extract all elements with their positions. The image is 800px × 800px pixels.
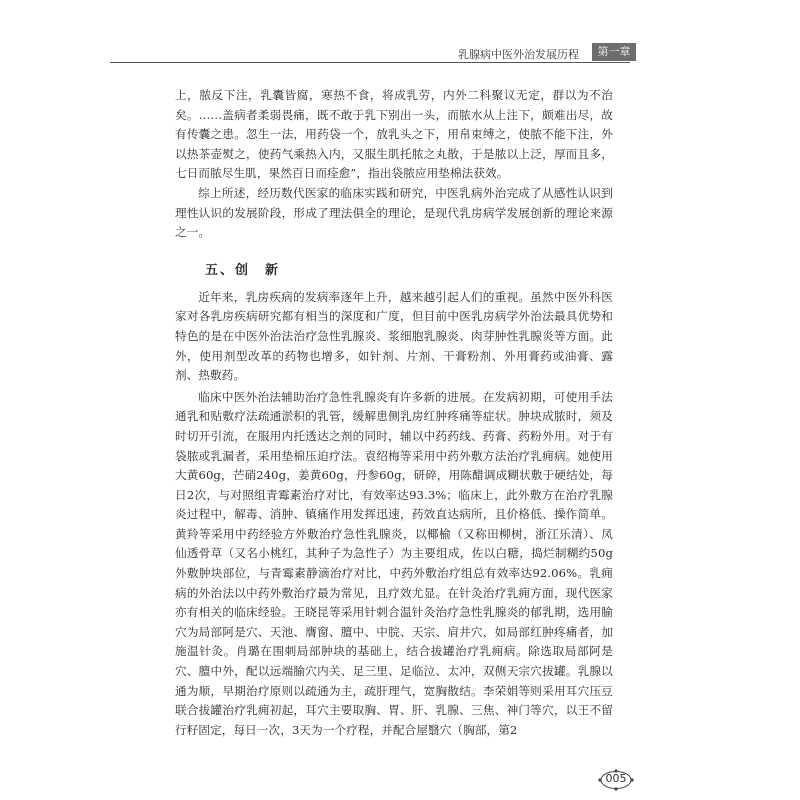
chapter-badge: 第一章: [592, 43, 636, 61]
running-header-title: 乳腺病中医外治发展历程: [458, 48, 579, 61]
paragraph-2: 综上所述，经历数代医家的临床实践和研究，中医乳病外治完成了从感性认识到理性认识的发展阶段，形成了理法俱全的理论，是现代乳房病学发展创新的理论来源之一。: [175, 185, 613, 240]
paragraph-1: 上，脓反下注，乳囊皆腐，寒热不食，将成乳劳，内外二科聚议无定，群以为不治矣。……盖病者柔弱畏痛，既不敢于乳下别出一头，而脓水从上注下，颇难出尽，故有传囊之患。忽生一法，用药袋一个，放乳头之下，用帛束缚之，使脓不能下注，外以热茶壶熨之，使药气乘热入内，又服生肌托脓之丸散，于是脓以上泛，厚而且多，七日而脓尽生肌，果然百日而痊愈”，指出袋脓应用垫棉法获效。: [175, 88, 613, 181]
page-number: 005: [605, 772, 627, 785]
page-body: [175, 86, 613, 740]
section-heading: 五、创 新: [205, 262, 281, 278]
paragraph-3: 近年来，乳房疾病的发病率逐年上升，越来越引起人们的重视。虽然中医外科医家对各乳房疾病研究都有相当的深度和广度，但目前中医乳房病学外治法最具优势和特色的是在中医外治法治疗急性乳腺炎、浆细胞乳腺炎、肉芽肿性乳腺炎等方面。此外，使用剂型改革的药物也增多，如针剂、片剂、干膏粉剂、外用膏药或油膏、露剂、热敷药。: [175, 289, 613, 383]
page-number-badge: [596, 769, 636, 791]
paragraph-4: 临床中医外治法辅助治疗急性乳腺炎有许多新的进展。在发病初期，可使用手法通乳和贴敷疗法疏通淤积的乳管，缓解患侧乳房红肿疼痛等症状。肿块成脓时，须及时切开引流，在服用内托透达之剂的同时，辅以中药药线、药膏、药粉外用。对于有袋脓或乳漏者，采用垫棉压迫疗法。袁绍梅等采用中药外敷方法治疗乳痈病。她使用大黄60g，芒硝240g，姜黄60g，丹参60g，研碎，用陈醋调成糊状敷于硬结处，每日2次，与对照组青霉素治疗对比，有效率达93.3%；临床上，此外敷方在治疗乳腺炎过程中，解毒、消肿、镇痛作用发挥迅速，药效直达病所，且价格低、操作简单。黄羚等采用中药经验方外敷治疗急性乳腺炎，以椰榆（又称田柳树，浙江乐清）、凤仙透骨草（又名小桃红，其种子为急性子）为主要组成，佐以白糖，捣烂制糊约50g外敷肿块部位，与青霉素静滴治疗对比，中药外敷治疗组总有效率达92.06%。乳痈病的外治法以中药外敷治疗最为常见，且疗效尤显。在针灸治疗乳痈方面，现代医家亦有相关的临床经验。王晓昆等采用针刺合温针灸治疗急性乳腺炎的郁乳期，选用腧穴为局部阿是穴、天池、膺窗、膻中、中脘、天宗、肩井穴，如局部红肿疼痛者，加施温针灸。肖璐在围刺局部肿块的基础上，结合拔罐治疗乳痈病。除选取局部阿是穴、膻中外，配以远端腧穴内关、足三里、足临泣、太冲，双侧天宗穴拔罐。乳腺以通为顺，早期治疗原则以疏通为主，疏肝理气，宽胸散结。李荣娟等则采用耳穴压豆联合拔罐治疗乳痈初起，耳穴主要取胸、胃、肝、乳腺、三焦、神门等穴，以王不留行籽固定，每日一次，3天为一个疗程，并配合屋翳穴（胸部，第2: [175, 389, 613, 737]
header-rule: [110, 62, 630, 63]
